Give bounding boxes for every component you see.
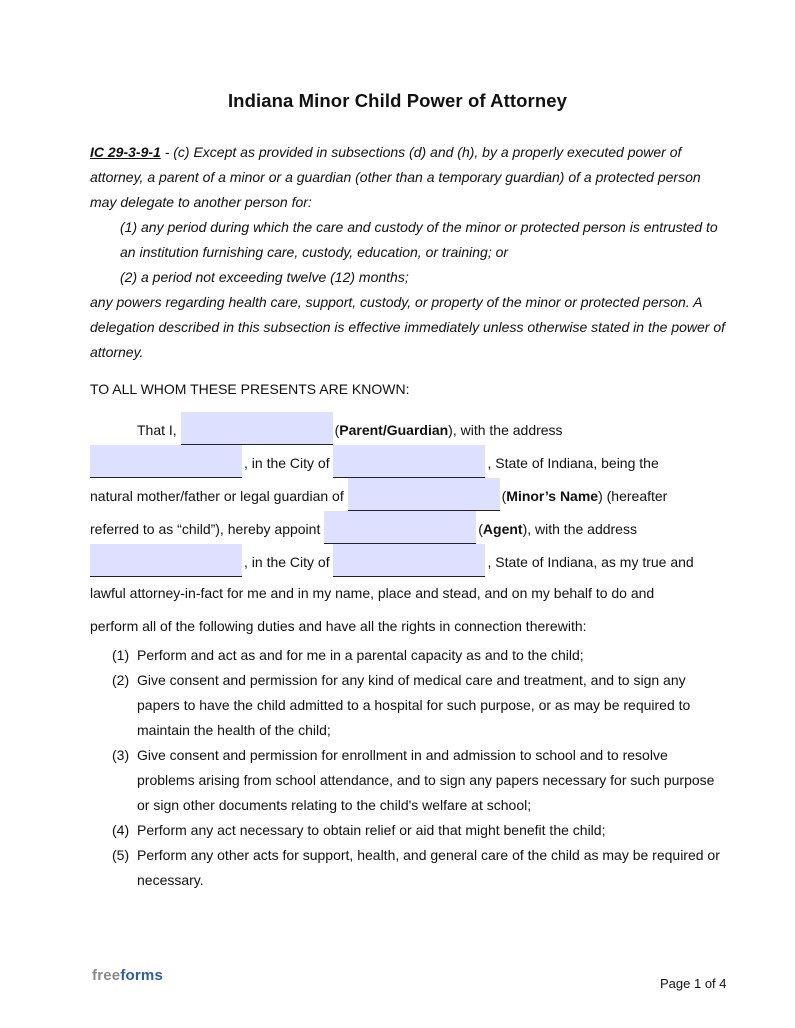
duty-item: (4) Perform any act necessary to obtain relief or aid that might benefit the child; xyxy=(112,822,606,838)
body-line-5: , in the City of , State of Indiana, as my true and xyxy=(90,544,720,577)
statute-citation: IC 29-3-9-1 xyxy=(90,144,161,160)
page-number: Page 1 of 4 xyxy=(660,976,727,991)
parent-name-field[interactable] xyxy=(181,412,333,445)
freeforms-logo: freeforms xyxy=(92,967,164,984)
duty-item: (3) Give consent and permission for enrollment in and admission to school and to resolve problems arising from school attendance, and to sign any papers necessary for such purpose or sign other documents relating to the child's welfare at school; xyxy=(112,747,715,813)
document-title: Indiana Minor Child Power of Attorney xyxy=(227,90,568,111)
body-line-4: referred to as “child”), hereby appoint (Agent), with the address xyxy=(90,511,720,544)
agent-city-field[interactable] xyxy=(333,544,485,577)
statute-intro: IC 29-3-9-1 - (c) Except as provided in subsections (d) and (h), by a properly executed power of attorney, a parent of a minor or a guardian (other than a temporary guardian) of a protected person may delegate to another person for: xyxy=(90,144,701,210)
body-line-1: That I, (Parent/Guardian), with the address xyxy=(90,412,720,445)
delegation-paragraph xyxy=(90,412,720,643)
agent-name-field[interactable] xyxy=(324,511,476,544)
minor-label: Minor’s Name xyxy=(506,488,599,504)
duty-item: (1) Perform and act as and for me in a parental capacity as and to the child; xyxy=(112,647,584,663)
duty-item: (5) Perform any other acts for support, health, and general care of the child as may be required or necessary. xyxy=(112,847,720,888)
duties-list xyxy=(112,643,722,893)
parent-city-field[interactable] xyxy=(333,445,485,478)
statute-excerpt xyxy=(90,140,730,365)
parent-address-field[interactable] xyxy=(90,445,242,478)
body-line-7: perform all of the following duties and have all the rights in connection therewith: xyxy=(90,618,587,634)
minor-name-field[interactable] xyxy=(348,478,500,511)
statute-item-2: (2) a period not exceeding twelve (12) months; xyxy=(120,269,409,285)
parent-label: Parent/Guardian xyxy=(339,422,449,438)
body-line-6: lawful attorney-in-fact for me and in my name, place and stead, and on my behalf to do and xyxy=(90,585,655,601)
body-line-2: , in the City of , State of Indiana, being the xyxy=(90,445,720,478)
body-line-3: natural mother/father or legal guardian of (Minor’s Name) (hereafter xyxy=(90,478,720,511)
agent-address-field[interactable] xyxy=(90,544,242,577)
agent-label: Agent xyxy=(482,521,523,537)
statute-closing: any powers regarding health care, support, custody, or property of the minor or protected person. A delegation described in this subsection is effective immediately unless otherwise stated in the power of attorney. xyxy=(90,294,726,360)
statute-item-1: (1) any period during which the care and custody of the minor or protected person is entrusted to an institution furnishing care, custody, education, or training; or xyxy=(120,219,718,260)
duty-item: (2) Give consent and permission for any kind of medical care and treatment, and to sign any papers to have the child admitted to a hospital for such purpose, or as may be required to maintain the health of the child; xyxy=(112,672,691,738)
preamble-heading: TO ALL WHOM THESE PRESENTS ARE KNOWN: xyxy=(90,381,410,397)
